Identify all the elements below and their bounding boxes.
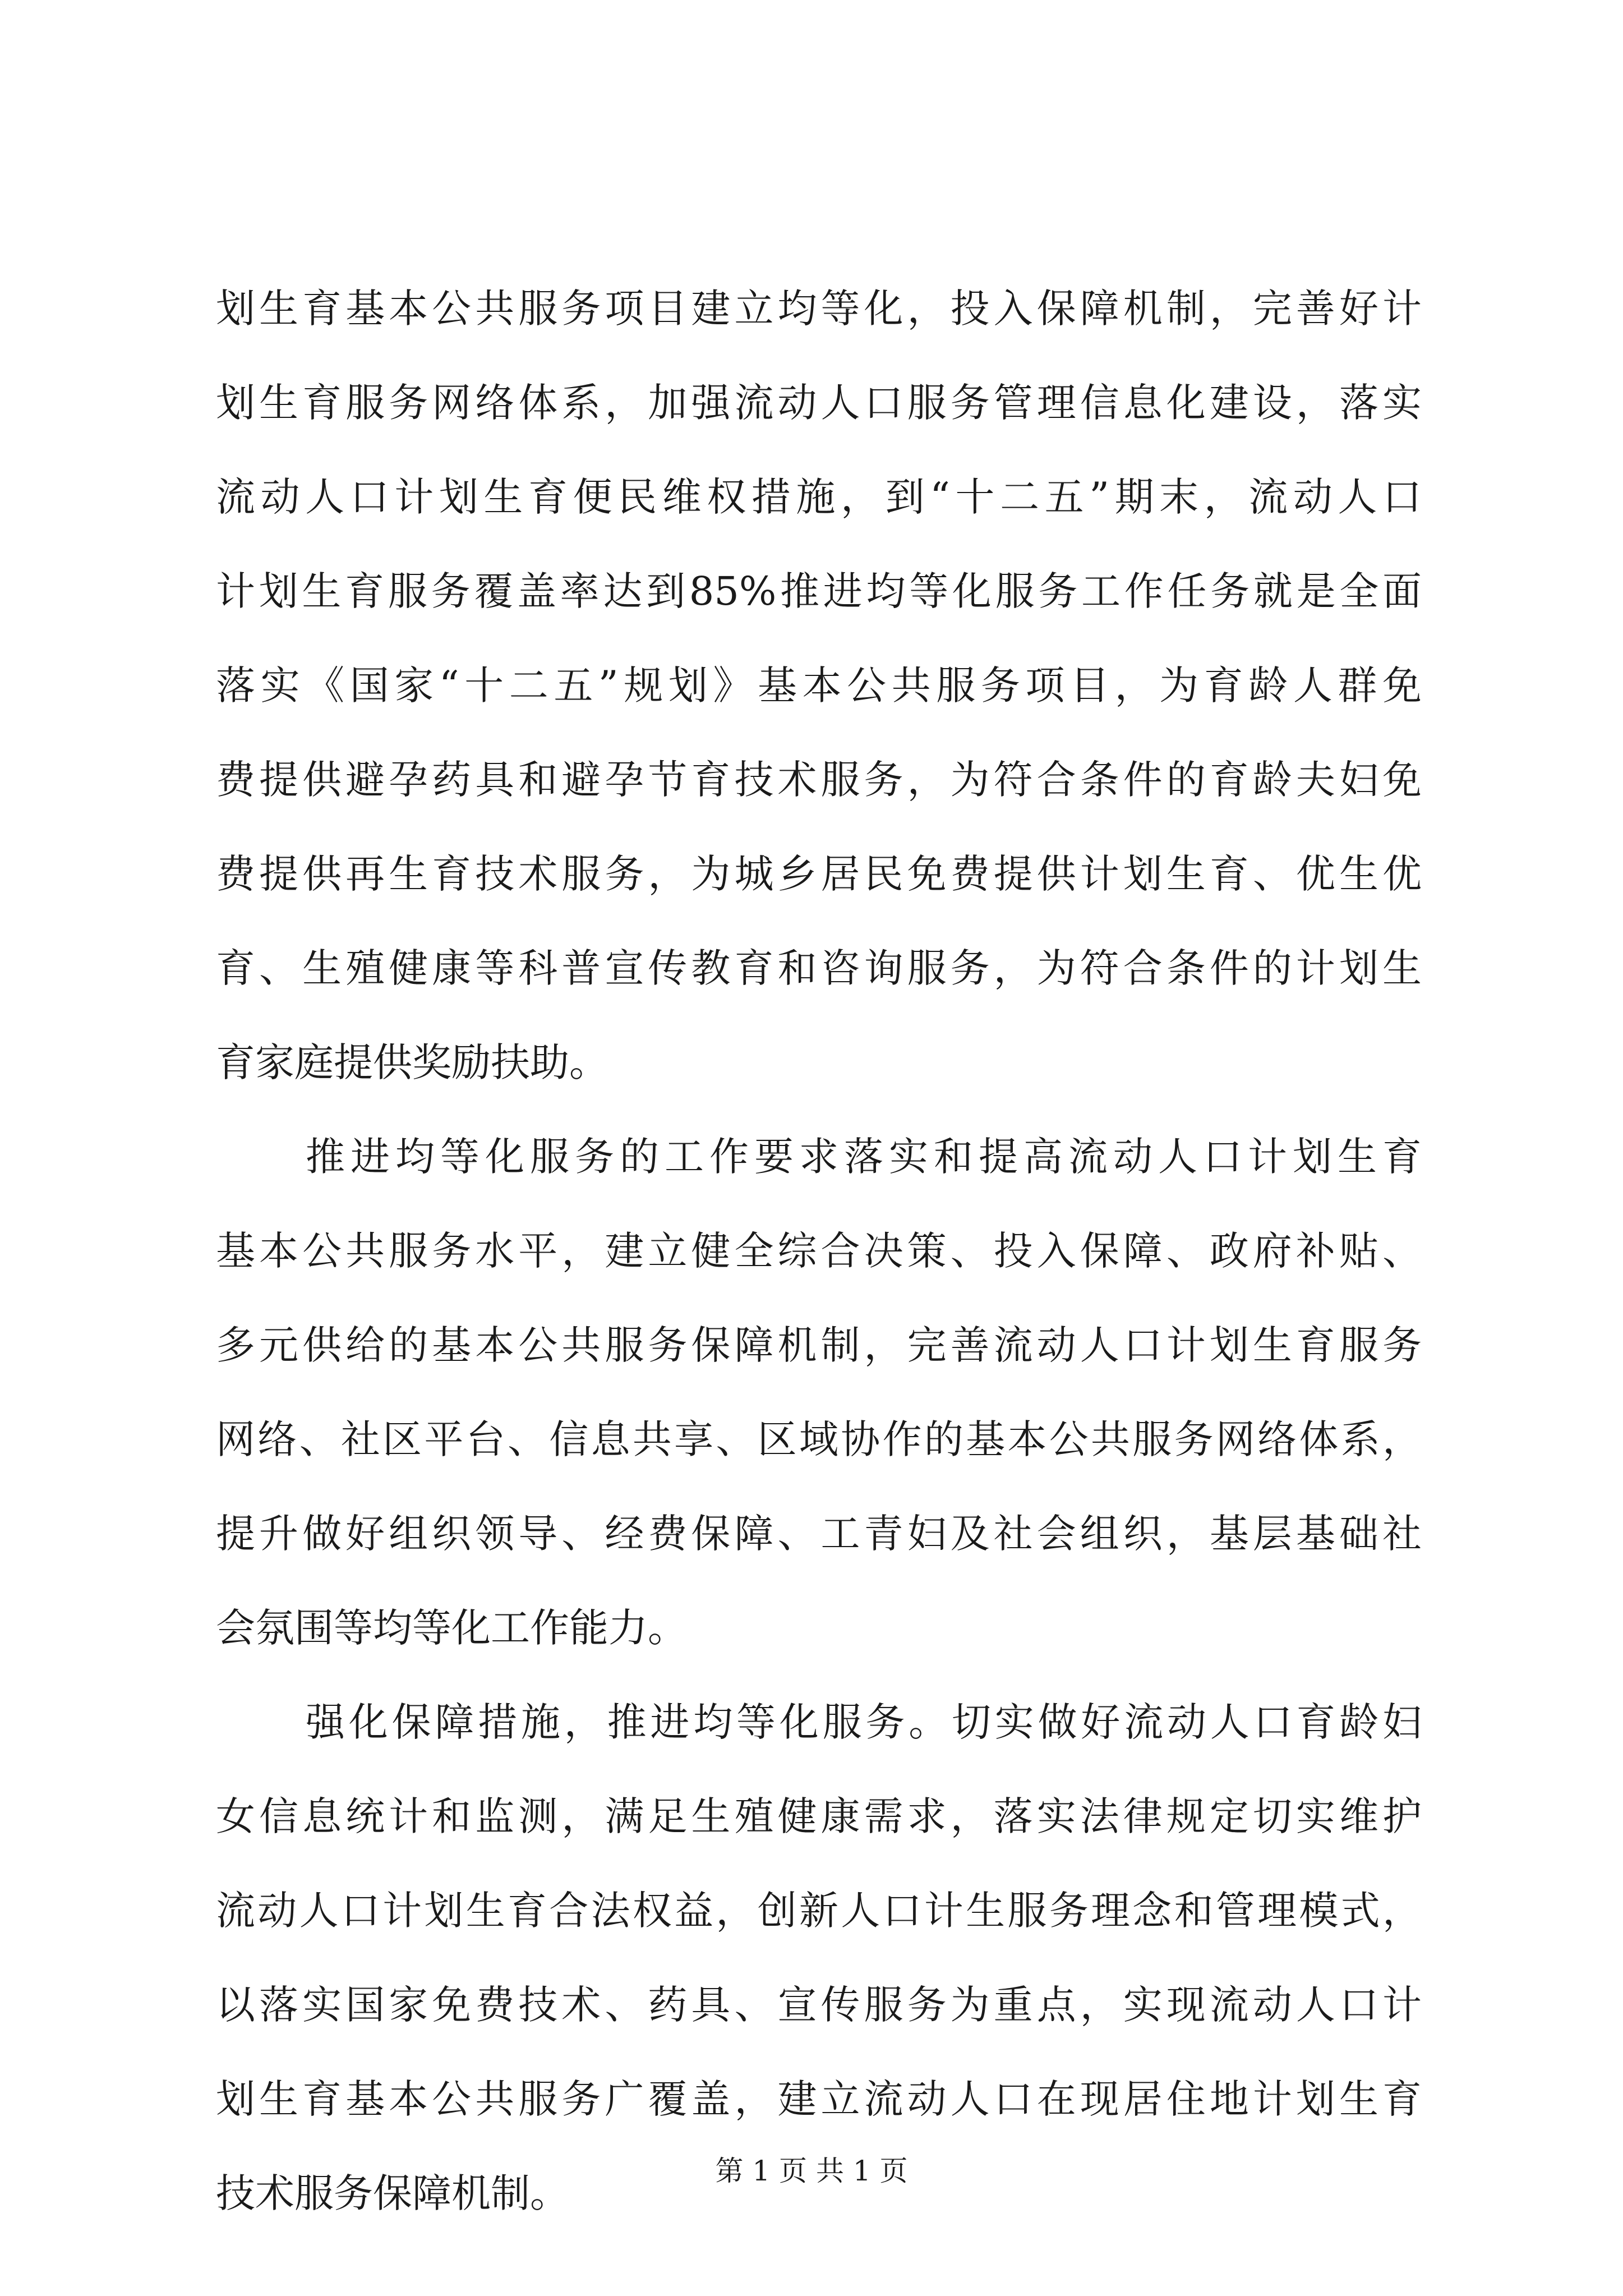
text-line: 费提供再生育技术服务，为城乡居民免费提供计划生育、优生优 <box>216 851 1422 897</box>
page-footer: 第 1 页 共 1 页 <box>715 2155 908 2187</box>
text-line: 推进均等化服务的工作要求落实和提高流动人口计划生育 <box>306 1134 1422 1180</box>
text-line: 育家庭提供奖励扶助。 <box>216 1039 608 1085</box>
text-line: 会氛围等均等化工作能力。 <box>216 1605 687 1651</box>
paragraph-2 <box>216 1110 1422 1675</box>
text-line: 流动人口计划生育合法权益，创新人口计生服务理念和管理模式， <box>216 1888 1422 1934</box>
text-line: 女信息统计和监测，满足生殖健康需求，落实法律规定切实维护 <box>216 1793 1422 1839</box>
body-text <box>216 261 1422 2240</box>
text-line: 技术服务保障机制。 <box>216 2170 569 2216</box>
text-line: 育、生殖健康等科普宣传教育和咨询服务，为符合条件的计划生 <box>216 945 1422 991</box>
text-line: 强化保障措施，推进均等化服务。切实做好流动人口育龄妇 <box>306 1699 1422 1745</box>
text-line: 落实《国家“十二五”规划》基本公共服务项目，为育龄人群免 <box>216 662 1422 708</box>
text-line: 提升做好组织领导、经费保障、工青妇及社会组织，基层基础社 <box>216 1511 1422 1557</box>
text-line: 以落实国家免费技术、药具、宣传服务为重点，实现流动人口计 <box>216 1982 1422 2028</box>
text-line: 费提供避孕药具和避孕节育技术服务，为符合条件的育龄夫妇免 <box>216 757 1422 803</box>
text-line: 网络、社区平台、信息共享、区域协作的基本公共服务网络体系， <box>216 1416 1422 1462</box>
paragraph-1 <box>216 261 1422 1110</box>
text-line: 划生育服务网络体系，加强流动人口服务管理信息化建设，落实 <box>216 380 1422 426</box>
text-line: 划生育基本公共服务广覆盖，建立流动人口在现居住地计划生育 <box>216 2076 1422 2122</box>
text-line: 流动人口计划生育便民维权措施，到“十二五”期末，流动人口 <box>216 474 1422 520</box>
text-line: 计划生育服务覆盖率达到85%推进均等化服务工作任务就是全面 <box>216 568 1422 614</box>
text-line: 基本公共服务水平，建立健全综合决策、投入保障、政府补贴、 <box>216 1228 1422 1274</box>
text-line: 多元供给的基本公共服务保障机制，完善流动人口计划生育服务 <box>216 1322 1422 1368</box>
text-line: 划生育基本公共服务项目建立均等化，投入保障机制，完善好计 <box>216 286 1422 332</box>
